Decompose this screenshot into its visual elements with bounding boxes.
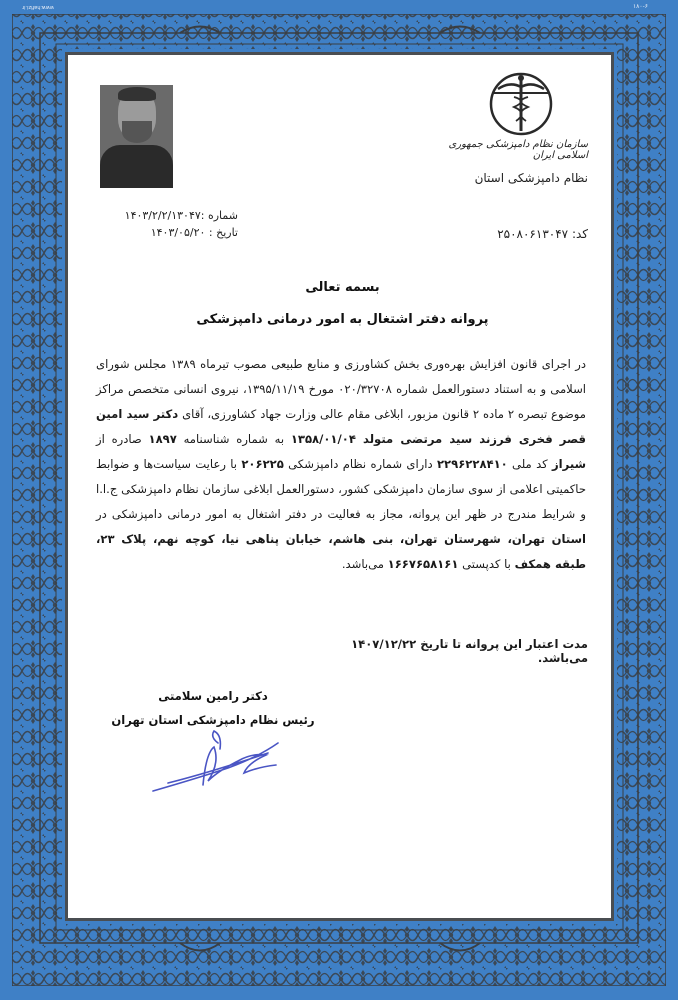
- issue-date: ۱۴۰۳/۰۵/۲۰: [150, 226, 206, 239]
- date-row: [108, 224, 238, 241]
- body-text-segment: با کدپستی: [458, 557, 515, 571]
- issued-city: شیراز: [552, 457, 586, 471]
- veterinary-emblem-icon: [488, 71, 554, 137]
- reference-number-row: [108, 207, 238, 224]
- invocation-heading: بسمه تعالی: [305, 280, 380, 295]
- holder-name: دکتر سید امین قصر فخری فرزند سید مرتضی متولد ۱۳۵۸/۰۱/۰۴: [96, 407, 586, 446]
- applicant-photo: [100, 85, 173, 188]
- office-address: استان تهران، شهرستان تهران، بنی هاشم، خیابان پناهی نیا، کوچه نهم، پلاک ۲۳، طبقه همکف: [96, 532, 586, 571]
- publisher-watermark: www.hafizi.ir: [22, 4, 54, 10]
- date-label: تاریخ :: [208, 226, 238, 239]
- national-id: ۲۲۹۶۲۲۸۴۱۰: [436, 457, 508, 471]
- vet-system-number: ۲۰۶۲۲۵: [241, 457, 284, 471]
- code-value: ۲۵۰۸۰۶۱۳۰۴۷: [497, 227, 569, 241]
- license-title: پروانه دفتر اشتغال به امور درمانی دامپزشکی: [196, 312, 489, 327]
- organization-name: سازمان نظام دامپزشکی جمهوری اسلامی ایران: [448, 139, 588, 161]
- certificate-code: [408, 227, 588, 241]
- body-text-segment: دارای شماره نظام دامپزشکی: [283, 457, 437, 471]
- body-text-segment: به شماره شناسنامه: [176, 432, 291, 446]
- reference-block: [108, 207, 238, 241]
- body-text-segment: صادره از: [96, 432, 149, 446]
- postal-code: ۱۶۶۷۶۵۸۱۶۱: [387, 557, 459, 571]
- certificate-panel: [65, 52, 614, 921]
- license-body: [96, 352, 586, 577]
- reference-number-label: شماره :: [200, 209, 238, 222]
- scan-header-strip: [0, 0, 678, 12]
- body-text-segment: می‌باشد.: [341, 557, 388, 571]
- code-label: کد:: [571, 227, 588, 241]
- signature-icon: [148, 723, 288, 803]
- province-office: نظام دامپزشکی استان: [474, 171, 588, 185]
- page-code: ۱۸۰-۶: [632, 3, 648, 10]
- reference-number: ۱۴۰۳/۲/۲/۱۳۰۴۷: [124, 209, 201, 222]
- validity-statement: مدت اعتبار این پروانه تا تاریخ ۱۴۰۷/۱۲/۲۲ می‌باشد.: [351, 637, 588, 665]
- signatory-title: رئیس نظام دامپزشکی استان تهران: [111, 713, 315, 727]
- body-text-segment: با رعایت سیاست‌ها و ضوابط حاکمیتی اعلامی از سوی سازمان دامپزشکی کشور، دستورالعمل ابلاغی سازمان نظام دامپزشکی ج.ا.ا و شرایط مندرج در ظهر این پروانه، مجاز به فعالیت در دفتر اشتغال به امور درمانی دامپزشکی در: [96, 457, 586, 521]
- birth-certificate-number: ۱۸۹۷: [148, 432, 177, 446]
- signatory-name: دکتر رامین سلامتی: [158, 689, 268, 703]
- body-intro: در اجرای قانون افزایش بهره‌وری بخش کشاورزی و منابع طبیعی مصوب تیرماه ۱۳۸۹ مجلس شورای اسلامی و به استناد دستورالعمل شماره ۰۲۰/۳۲۷۰۸ مورخ ۱۳۹۵/۱۱/۱۹، نیروی انسانی متخصص مراکز موضوع تبصره ۲ ماده ۲ قانون مزبور، ابلاغی مقام عالی وزارت جهاد کشاورزی، آقای: [96, 357, 587, 421]
- body-text-segment: کد ملی: [507, 457, 552, 471]
